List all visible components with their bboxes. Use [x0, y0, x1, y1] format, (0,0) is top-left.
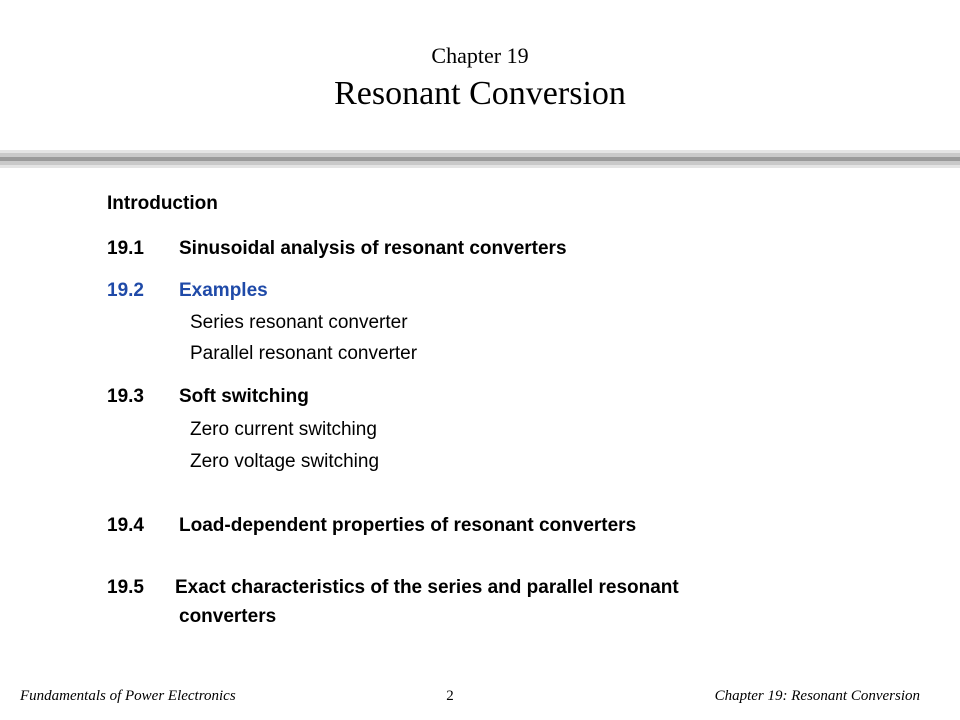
toc-subitem-parallel-resonant: Parallel resonant converter: [190, 343, 418, 364]
toc-item-number: 19.1: [107, 238, 144, 259]
toc-item-19-5-continuation: converters: [179, 606, 277, 627]
chapter-title: Resonant Conversion: [334, 75, 626, 112]
toc-item-number: 19.3: [107, 386, 144, 407]
toc-item-title: Soft switching: [179, 386, 309, 407]
footer-chapter-title: Chapter 19: Resonant Conversion: [714, 688, 920, 704]
toc-item-19-2: [107, 280, 268, 302]
footer-book-title: Fundamentals of Power Electronics: [20, 688, 236, 704]
title-divider: [0, 150, 960, 168]
toc-subitem-zero-voltage: Zero voltage switching: [190, 451, 380, 472]
toc-item-number: 19.4: [107, 515, 144, 536]
toc-item-19-1: [107, 238, 567, 260]
toc-item-number: 19.2: [107, 280, 144, 301]
footer-page-number: 2: [446, 688, 454, 704]
toc-introduction: Introduction: [107, 193, 218, 214]
toc-subitem-series-resonant: Series resonant converter: [190, 312, 408, 333]
divider-band-bottom: [0, 165, 960, 168]
toc-item-19-5: [107, 577, 679, 599]
toc-item-title: Sinusoidal analysis of resonant converters: [179, 238, 567, 259]
toc-item-title: Exact characteristics of the series and parallel resonant: [175, 577, 679, 598]
toc-item-number: 19.5: [107, 577, 144, 598]
slide-title-block: [0, 40, 960, 116]
toc-item-19-4: [107, 515, 636, 537]
chapter-label: Chapter 19: [431, 43, 529, 68]
toc-item-title: Examples: [179, 280, 268, 301]
toc-item-title: Load-dependent properties of resonant converters: [179, 515, 637, 536]
toc-item-19-3: [107, 386, 309, 408]
toc-subitem-zero-current: Zero current switching: [190, 419, 377, 440]
